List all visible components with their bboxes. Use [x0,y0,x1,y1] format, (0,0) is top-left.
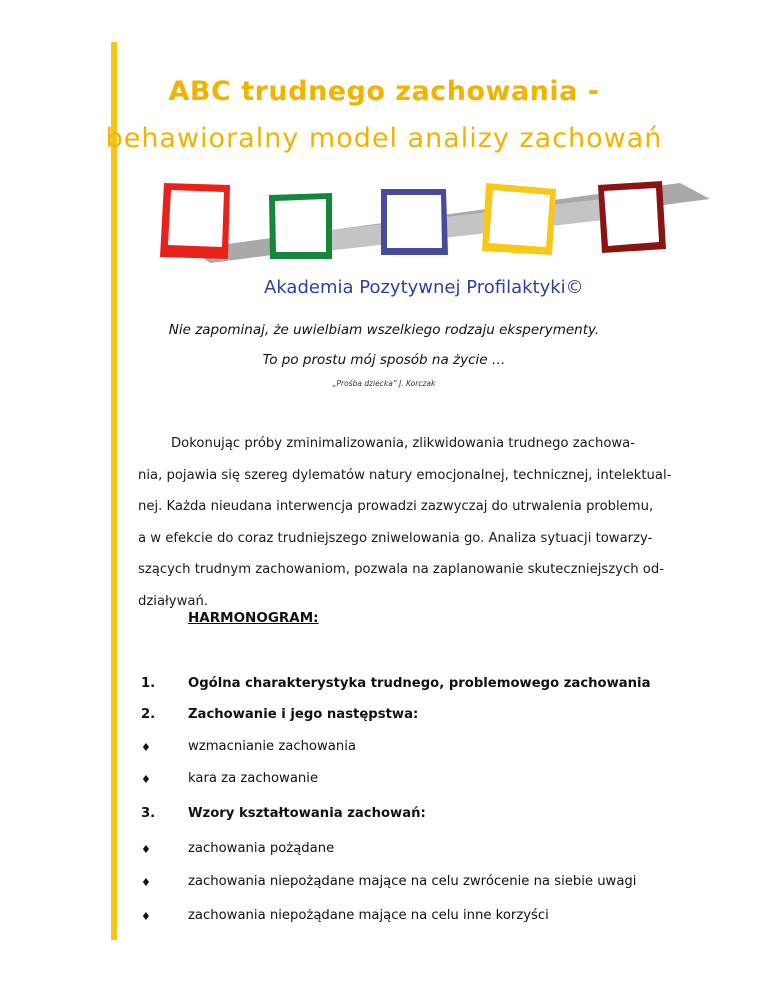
colored-photo-frames-graphic [150,175,710,265]
quote-line-2: To po prostu mój sposób na życie … [262,352,506,368]
item-text: zachowania niepożądane mające na celu zwrócenie na siebie uwagi [188,874,637,889]
item-text: zachowania niepożądane mające na celu inne korzyści [188,908,549,923]
paragraph-line: nia, pojawia się szereg dylematów natury emocjonalnej, technicznej, intelektual- [138,467,672,483]
paragraph-line: nej. Każda nieudana interwencja prowadzi zazwyczaj do utrwalenia problemu, [138,499,654,515]
harmonogram-heading: HARMONOGRAM: [188,610,319,626]
frame-green-icon [269,193,332,259]
item-text: Ogólna charakterystyka trudnego, problemowego zachowania [188,676,651,691]
paragraph-line: a w efekcie do coraz trudniejszego zniwelowania go. Analiza sytuacji towarzy- [138,530,653,546]
item-text: wzmacnianie zachowania [188,739,356,754]
quote-line-1: Nie zapominaj, że uwielbiam wszelkiego rodzaju eksperymenty. [168,322,600,338]
bullet-diamond-icon: ♦ [141,773,151,786]
frame-yellow-icon [482,183,556,255]
bullet-diamond-icon: ♦ [141,876,151,889]
frame-maroon-icon [598,181,666,253]
paragraph-line: działywań. [138,593,209,609]
intro-paragraph [138,428,692,618]
paragraph-line: Dokonując próby zminimalizowania, zlikwidowania trudnego zachowa- [171,436,636,451]
item-number: 2. [141,707,156,722]
item-number: 1. [141,676,156,691]
frame-blue-icon [381,189,448,255]
title-line-1: ABC trudnego zachowania - [168,76,600,107]
frame-red-icon [160,183,230,259]
item-text: zachowania pożądane [188,841,335,856]
item-number: 3. [141,806,156,821]
item-text: kara za zachowanie [188,771,319,786]
item-text: Wzory kształtowania zachowań: [188,806,426,821]
organization-name: Akademia Pozytywnej Profilaktyki© [264,277,584,298]
bullet-diamond-icon: ♦ [141,741,151,754]
yellow-margin-bar [111,42,117,940]
paragraph-line: szących trudnym zachowaniom, pozwala na zaplanowanie skuteczniejszych od- [138,562,664,578]
title-line-2: behawioralny model analizy zachowań [105,123,663,154]
bullet-diamond-icon: ♦ [141,843,151,856]
quote-source: „Prośba dziecka” J. Korczak [332,379,436,388]
bullet-diamond-icon: ♦ [141,910,151,923]
item-text: Zachowanie i jego następstwa: [188,707,419,722]
